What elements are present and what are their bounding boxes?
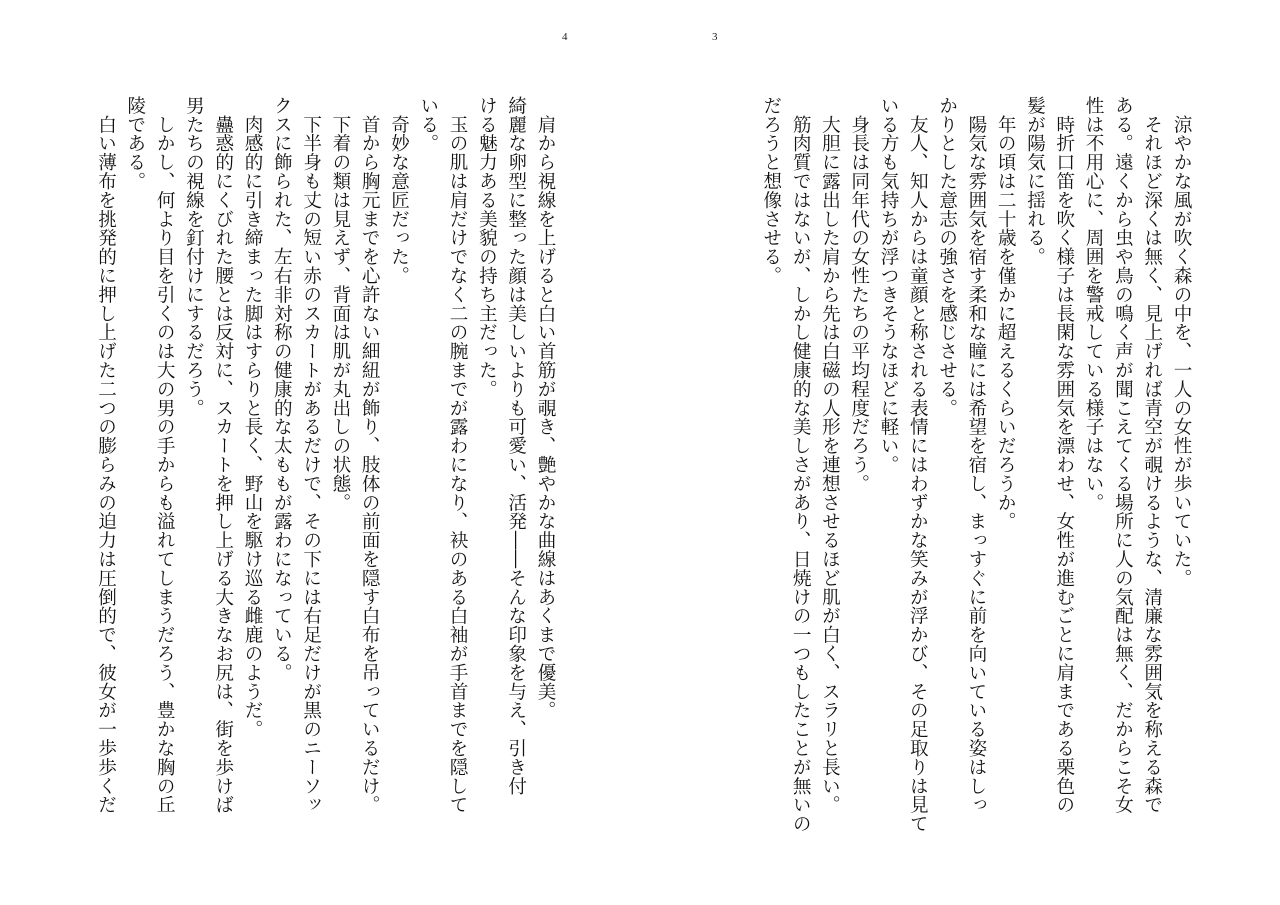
text-line: 友人、知人からは童顔と称される表情にはわずかな笑みが浮かび、その足取りは見て [907,96,929,834]
page-number: 3 [712,31,718,43]
text-line: いる方も気持ちが浮つきそうなほどに軽い。 [878,96,900,474]
text-line: 男たちの視線を釘付けにするだろう。 [183,96,205,418]
text-line: 肩から視線を上げると白い首筋が覗き、艶やかな曲線はあくまで優美。 [535,96,556,720]
text-line: 蠱惑的にくびれた腰とは反対に、スカートを押し上げる大きなお尻は、街を歩けば [212,96,234,815]
text-line: しかし、何より目を引くのは大の男の手からも溢れてしまうだろう、豊かな胸の丘 [154,96,176,815]
body-text [90,96,560,856]
text-line: 時折口笛を吹く様子は長閑な雰囲気を漂わせ、女性が進むごとに肩まである栗色の [1053,96,1075,815]
text-line: 陵である。 [124,96,146,191]
text-line: 首から胸元までを心許ない細紐が飾り、肢体の前面を隠す白布を吊っているだけ。 [359,96,381,815]
text-line: だろうと想像させる。 [760,96,782,285]
text-line: それほど深くは無く、見上げれば青空が覗けるような、清廉な雰囲気を称える森で [1141,96,1163,815]
text-line: いる。 [417,96,439,153]
text-line: 下着の類は見えず、背面は肌が丸出しの状態。 [329,96,351,512]
page-number: 4 [562,31,568,43]
text-line: 肉感的に引き締まった脚はすらりと長く、野山を駆け巡る雌鹿のようだ。 [242,96,264,739]
text-line: かりとした意志の強さを感じさせる。 [936,96,958,418]
text-line: 筋肉質ではないが、しかし健康的な美しさがあり、日焼けの一つもしたことが無いの [790,96,812,834]
text-line: 綺麗な卵型に整った顔は美しいよりも可愛い、活発――そんな印象を与え、引き付 [505,96,527,796]
text-line: 陽気な雰囲気を宿す柔和な瞳には希望を宿し、まっすぐに前を向いている姿はしっ [965,96,987,815]
page-right [640,0,1280,905]
text-line: 奇妙な意匠だった。 [388,96,410,285]
text-line: ける魅力ある美貌の持ち主だった。 [476,96,498,399]
text-line: 大胆に露出した肩から先は白磁の人形を連想させるほど肌が白く、スラリと長い。 [819,96,841,815]
text-line: 性は不用心に、周囲を警戒している様子はない。 [1083,96,1105,512]
text-line: 年の頃は二十歳を僅かに超えるくらいだろうか。 [995,96,1017,531]
text-line: 白い薄布を挑発的に押し上げた二つの膨らみの迫力は圧倒的で、彼女が一歩歩くだ [95,96,117,815]
text-line: 身長は同年代の女性たちの平均程度だろう。 [848,96,870,493]
body-text [726,96,1196,856]
text-line: 髪が陽気に揺れる。 [1024,96,1046,267]
text-line: 下半身も丈の短い赤のスカートがあるだけで、その下には右足だけが黒のニーソッ [300,96,322,815]
text-line: ある。遠くから虫や鳥の鳴く声が聞こえてくる場所に人の気配は無く、だからこそ女 [1112,96,1134,815]
text-line: 涼やかな風が吹く森の中を、一人の女性が歩いていた。 [1171,96,1192,588]
text-line: 玉の肌は肩だけでなく二の腕までが露わになり、袂のある白袖が手首までを隠して [447,96,469,815]
text-line: クスに飾られた、左右非対称の健康的な太ももが露わになっている。 [271,96,293,682]
